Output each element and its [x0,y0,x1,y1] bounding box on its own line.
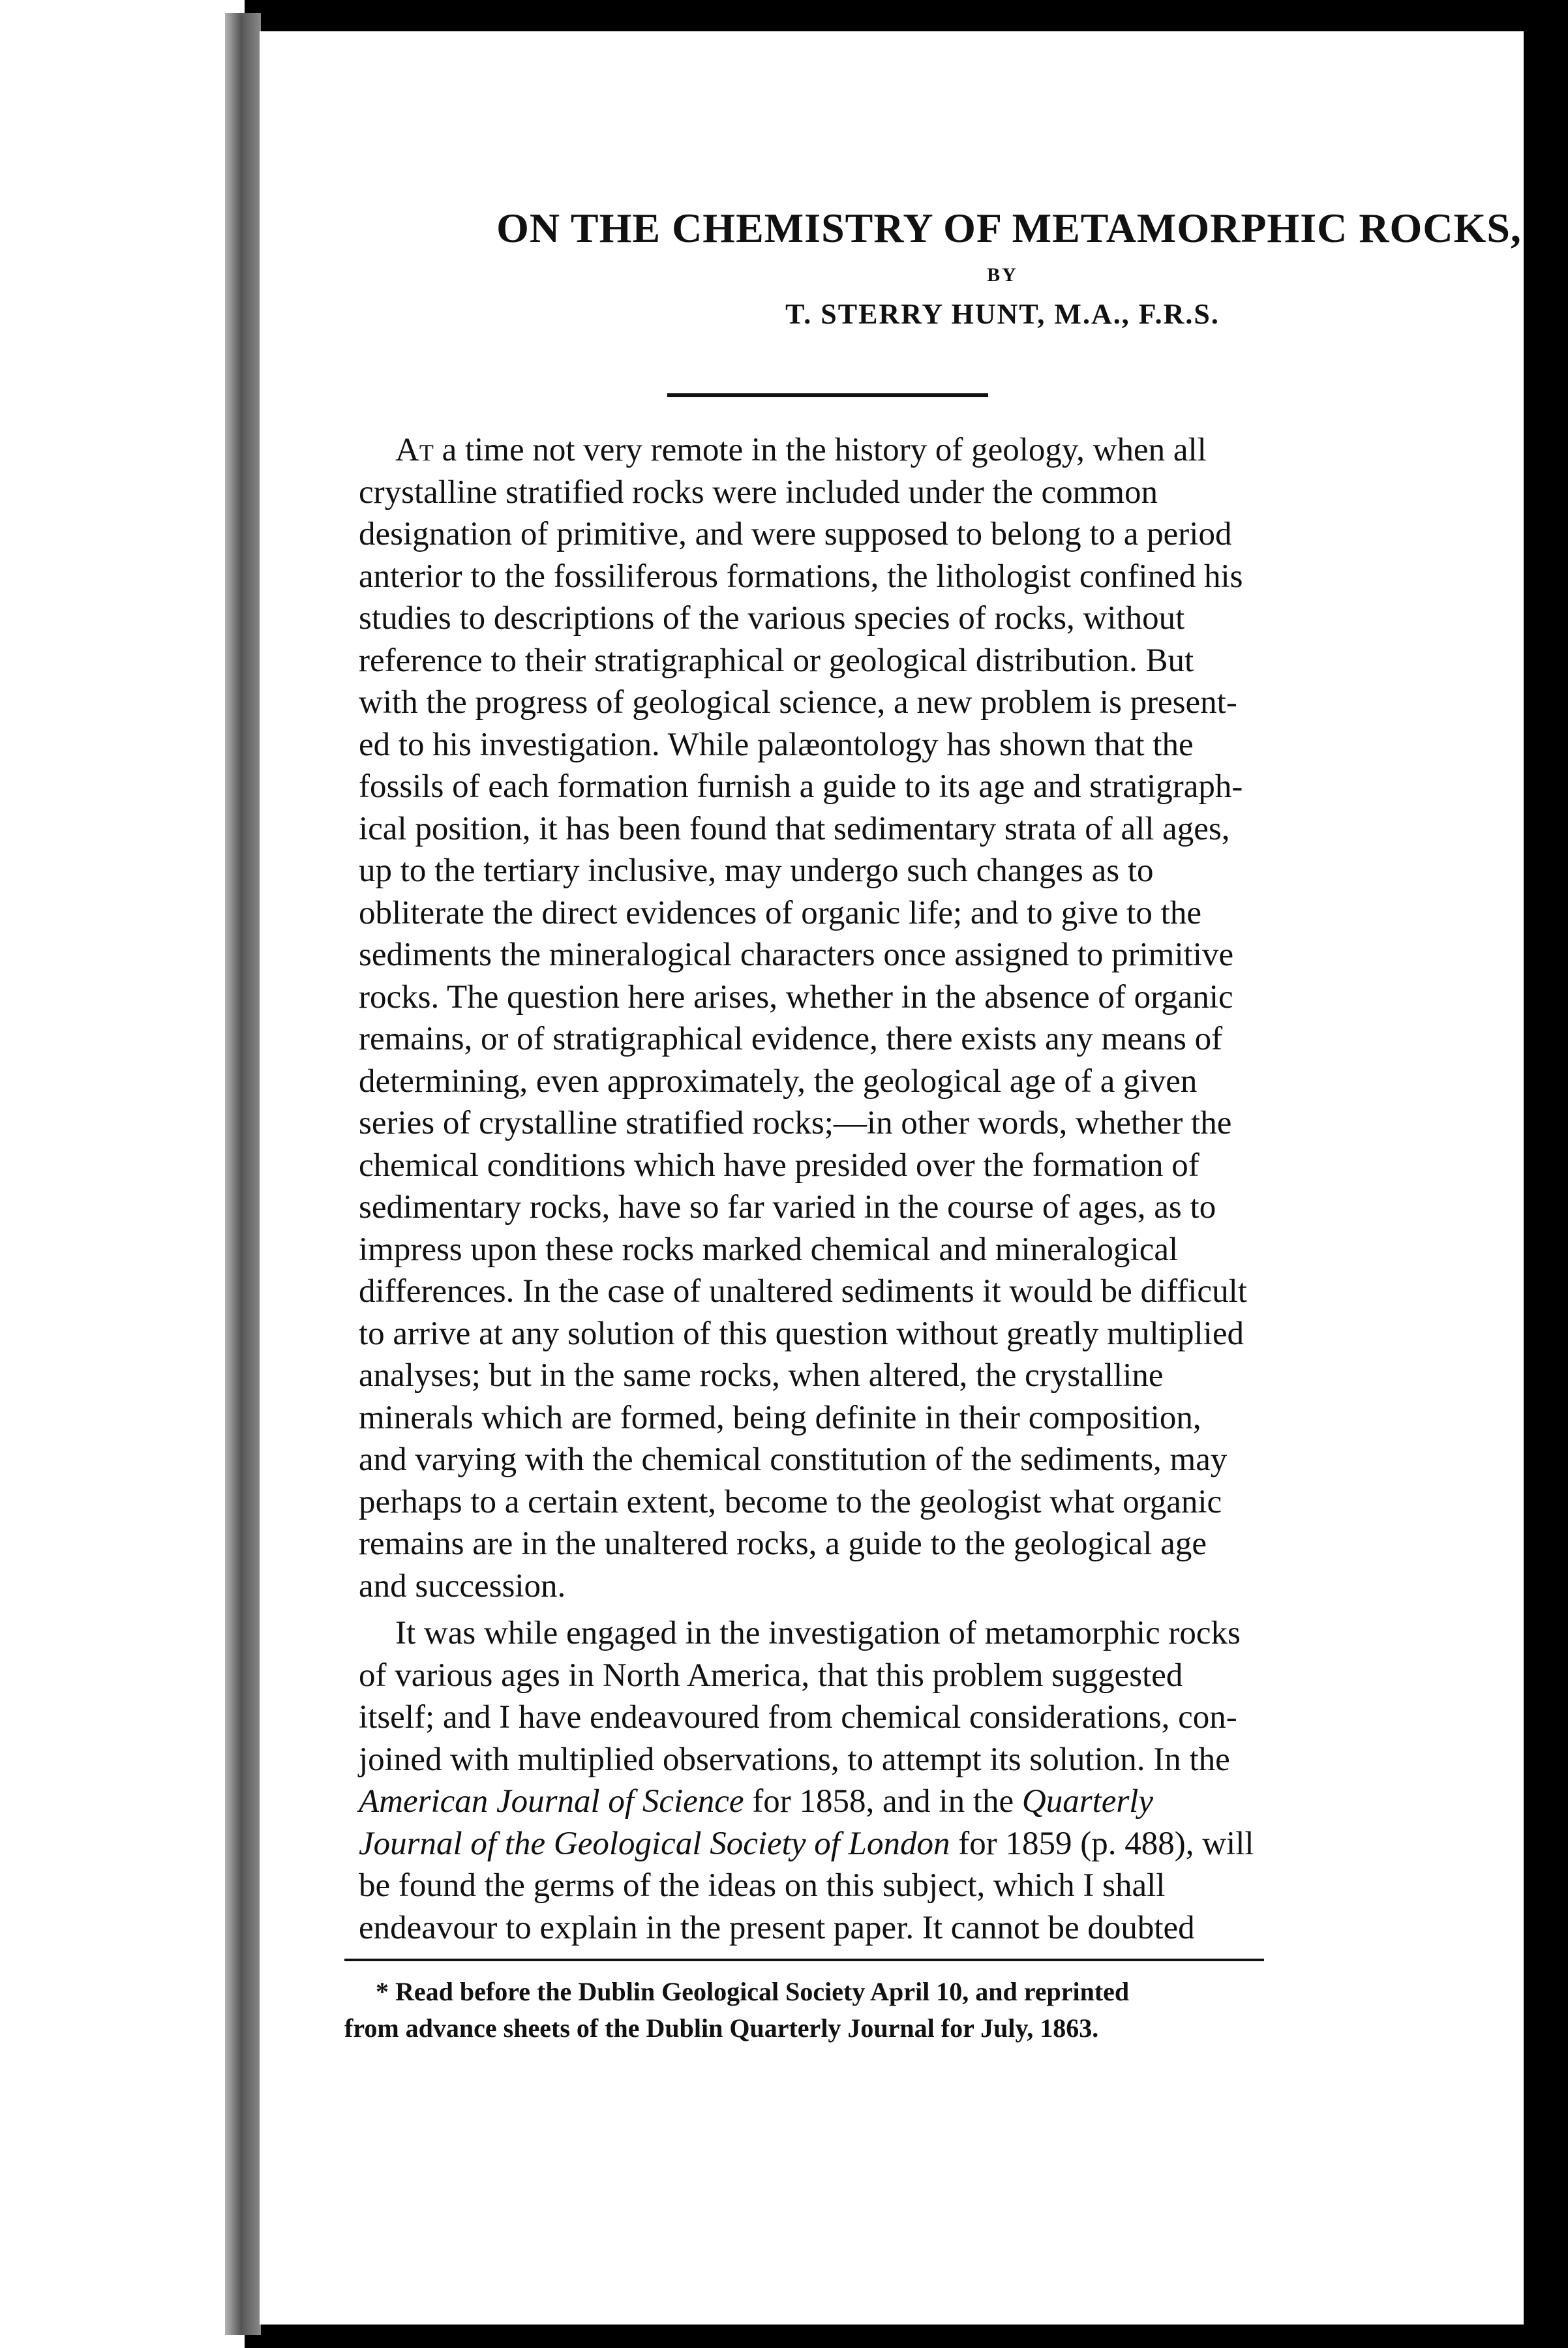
text-line: of various ages in North America, that this problem suggested [359,1657,1183,1694]
byline-by: BY [987,264,1018,286]
text-line: At a time not very remote in the history of geology, when all [395,432,1207,468]
text-line: sedimentary rocks, have so far varied in the course of ages, as to [359,1189,1216,1226]
text-line: series of crystalline stratified rocks;—in other words, whether the [359,1105,1232,1141]
journal-title: American Journal of Science [359,1783,744,1820]
article-author: T. STERRY HUNT, M.A., F.R.S. [785,298,1220,330]
text-line: It was while engaged in the investigation of metamorphic rocks [395,1615,1241,1651]
text-line: determining, even approximately, the geological age of a given [359,1062,1198,1100]
footnote-rule [344,1959,1264,1961]
text-line: fossils of each formation furnish a guide to its age and stratigraph- [359,768,1243,805]
facing-page-margin [0,0,245,2348]
text-line: up to the tertiary inclusive, may undergo such changes as to [359,852,1154,889]
drop-word: At [395,432,434,468]
article-header [260,202,1524,333]
text-line: impress upon these rocks marked chemical and mineralogical [359,1231,1179,1268]
book-page [260,31,1524,2325]
journal-title: Journal of the Geological Society of London [359,1825,950,1862]
text-line: reference to their stratigraphical or geological distribution. But [359,642,1194,679]
text-line: studies to descriptions of the various species of rocks, without [359,600,1185,637]
text-line: endeavour to explain in the present paper. It cannot be doubted [359,1909,1195,1946]
text-line: and succession. [359,1567,566,1604]
text-line: obliterate the direct evidences of organic life; and to give to the [359,894,1201,931]
footnote [344,1974,1518,2047]
text-line: American Journal of Science for 1858, and in the Quarterly [359,1783,1154,1820]
text-line: with the progress of geological science, a new problem is present- [359,684,1237,721]
text-line: chemical conditions which have presided over the formation of [359,1147,1199,1184]
text-line: anterior to the fossiliferous formations, the lithologist confined his [359,558,1243,595]
text-line: ical position, it has been found that sedimentary strata of all ages, [359,810,1230,847]
text-line: analyses; but in the same rocks, when altered, the crystalline [359,1357,1164,1394]
text-line: crystalline stratified rocks were included under the common [359,474,1158,511]
text-line: perhaps to a certain extent, become to the geologist what organic [359,1483,1222,1520]
journal-title: Quarterly [1021,1783,1154,1820]
text-line: to arrive at any solution of this question without greatly multiplied [359,1315,1244,1352]
book-spine-shadow [225,13,261,2335]
text-line: rocks. The question here arises, whether in the absence of organic [359,978,1233,1016]
article-body [359,429,1524,1949]
text-line: itself; and I have endeavoured from chemical considerations, con- [359,1699,1237,1736]
text-line: and varying with the chemical constitution of the sediments, may [359,1441,1228,1478]
text-line: remains, or of stratigraphical evidence, there exists any means of [359,1021,1223,1057]
text-line: differences. In the case of unaltered sediments it would be difficult [359,1273,1247,1310]
text-line: designation of primitive, and were supposed to belong to a period [359,516,1232,552]
footnote-line: * Read before the Dublin Geological Society April 10, and reprinted [376,1977,1130,2006]
title-rule [667,393,988,397]
footnote-line: from advance sheets of the Dublin Quarterly Journal for July, 1863. [344,2013,1099,2043]
paragraph-gap [359,1607,1524,1612]
text-line: sediments the mineralogical characters once assigned to primitive [359,937,1234,973]
text-line: minerals which are formed, being definite in their composition, [359,1399,1201,1436]
text-line: Journal of the Geological Society of London for 1859 (p. 488), will [359,1825,1254,1862]
text-line: remains are in the unaltered rocks, a guide to the geological age [359,1526,1207,1562]
text-line: ed to his investigation. While palæontology has shown that the [359,726,1194,763]
text-line: joined with multiplied observations, to attempt its solution. In the [359,1741,1230,1778]
article-title: ON THE CHEMISTRY OF METAMORPHIC ROCKS, [496,205,1522,251]
text-line: be found the germs of the ideas on this subject, which I shall [359,1867,1166,1904]
